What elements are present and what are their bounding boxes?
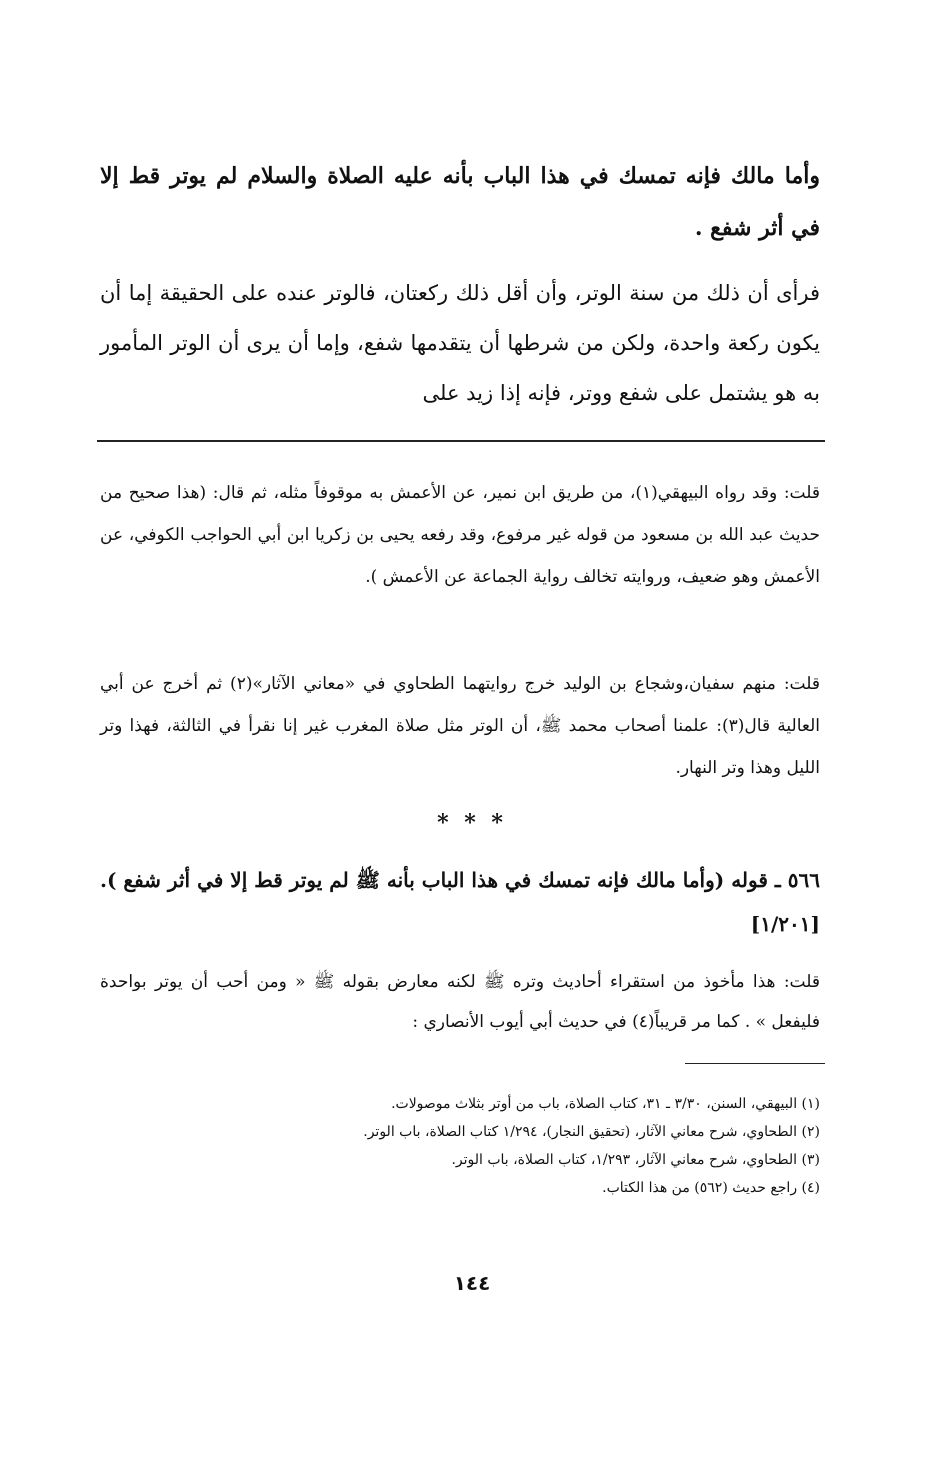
footnote: (١) البيهقي، السنن، ٣/٣٠ ـ ٣١، كتاب الصلاة، باب من أوتر بثلاث موصولات. xyxy=(391,1096,820,1112)
page-number: ١٤٤ xyxy=(453,1271,491,1295)
footnote: (٣) الطحاوي، شرح معاني الآثار، ١/٢٩٣، كتاب الصلاة، باب الوتر. xyxy=(451,1152,820,1168)
note-paragraph: قلت: منهم سفيان،وشجاع بن الوليد خرج روايتهما الطحاوي في «معاني الآثار»(٢) ثم أخرج عن أبي العالية قال(٣): علمنا أصحاب محمد ﷺ، أن الوتر مثل صلاة المغرب غير إنا نقرأ في الثالثة، فهذا وتر الليل وهذا وتر النهار. xyxy=(100,674,820,778)
section-separator: * * * xyxy=(437,810,507,836)
footnote-divider xyxy=(685,1063,825,1064)
entry-heading: ٥٦٦ ـ قوله (وأما مالك فإنه تمسك في هذا الباب بأنه ﷺ لم يوتر قط إلا في أثر شفع ). [١/٢٠١] xyxy=(100,868,820,936)
note-paragraph: قلت: وقد رواه البيهقي(١)، من طريق ابن نمير، عن الأعمش به موقوفاً مثله، ثم قال: (هذا صحيح من حديث عبد الله بن مسعود من قوله غير مرفوع، وقد رفعه يحيى بن زكريا ابن أبي الحواجب الكوفي، عن الأعمش وهو ضعيف، وروايته تخالف رواية الجماعة عن الأعمش ). xyxy=(100,483,820,587)
footnote: (٤) راجع حديث (٥٦٢) من هذا الكتاب. xyxy=(602,1180,820,1196)
footnotes-list xyxy=(100,1090,820,1202)
footnote: (٢) الطحاوي، شرح معاني الآثار، (تحقيق النجار)، ١/٢٩٤ كتاب الصلاة، باب الوتر. xyxy=(363,1124,820,1140)
entry-commentary: قلت: هذا مأخوذ من استقراء أحاديث وتره ﷺ لكنه معارض بقوله ﷺ « ومن أحب أن يوتر بواحدة فليفعل » . كما مر قريباً(٤) في حديث أبي أيوب الأنصاري : xyxy=(100,972,820,1032)
quoted-text: وأما مالك فإنه تمسك في هذا الباب بأنه عليه الصلاة والسلام لم يوتر قط إلا في أثر شفع . xyxy=(100,163,820,241)
commentary-text: فرأى أن ذلك من سنة الوتر، وأن أقل ذلك ركعتان، فالوتر عنده على الحقيقة إما أن يكون ركعة واحدة، ولكن من شرطها أن يتقدمها شفع، وإما أن يرى أن الوتر المأمور به هو يشتمل على شفع ووتر، فإنه إذا زيد على xyxy=(100,281,820,405)
main-divider xyxy=(97,440,825,442)
